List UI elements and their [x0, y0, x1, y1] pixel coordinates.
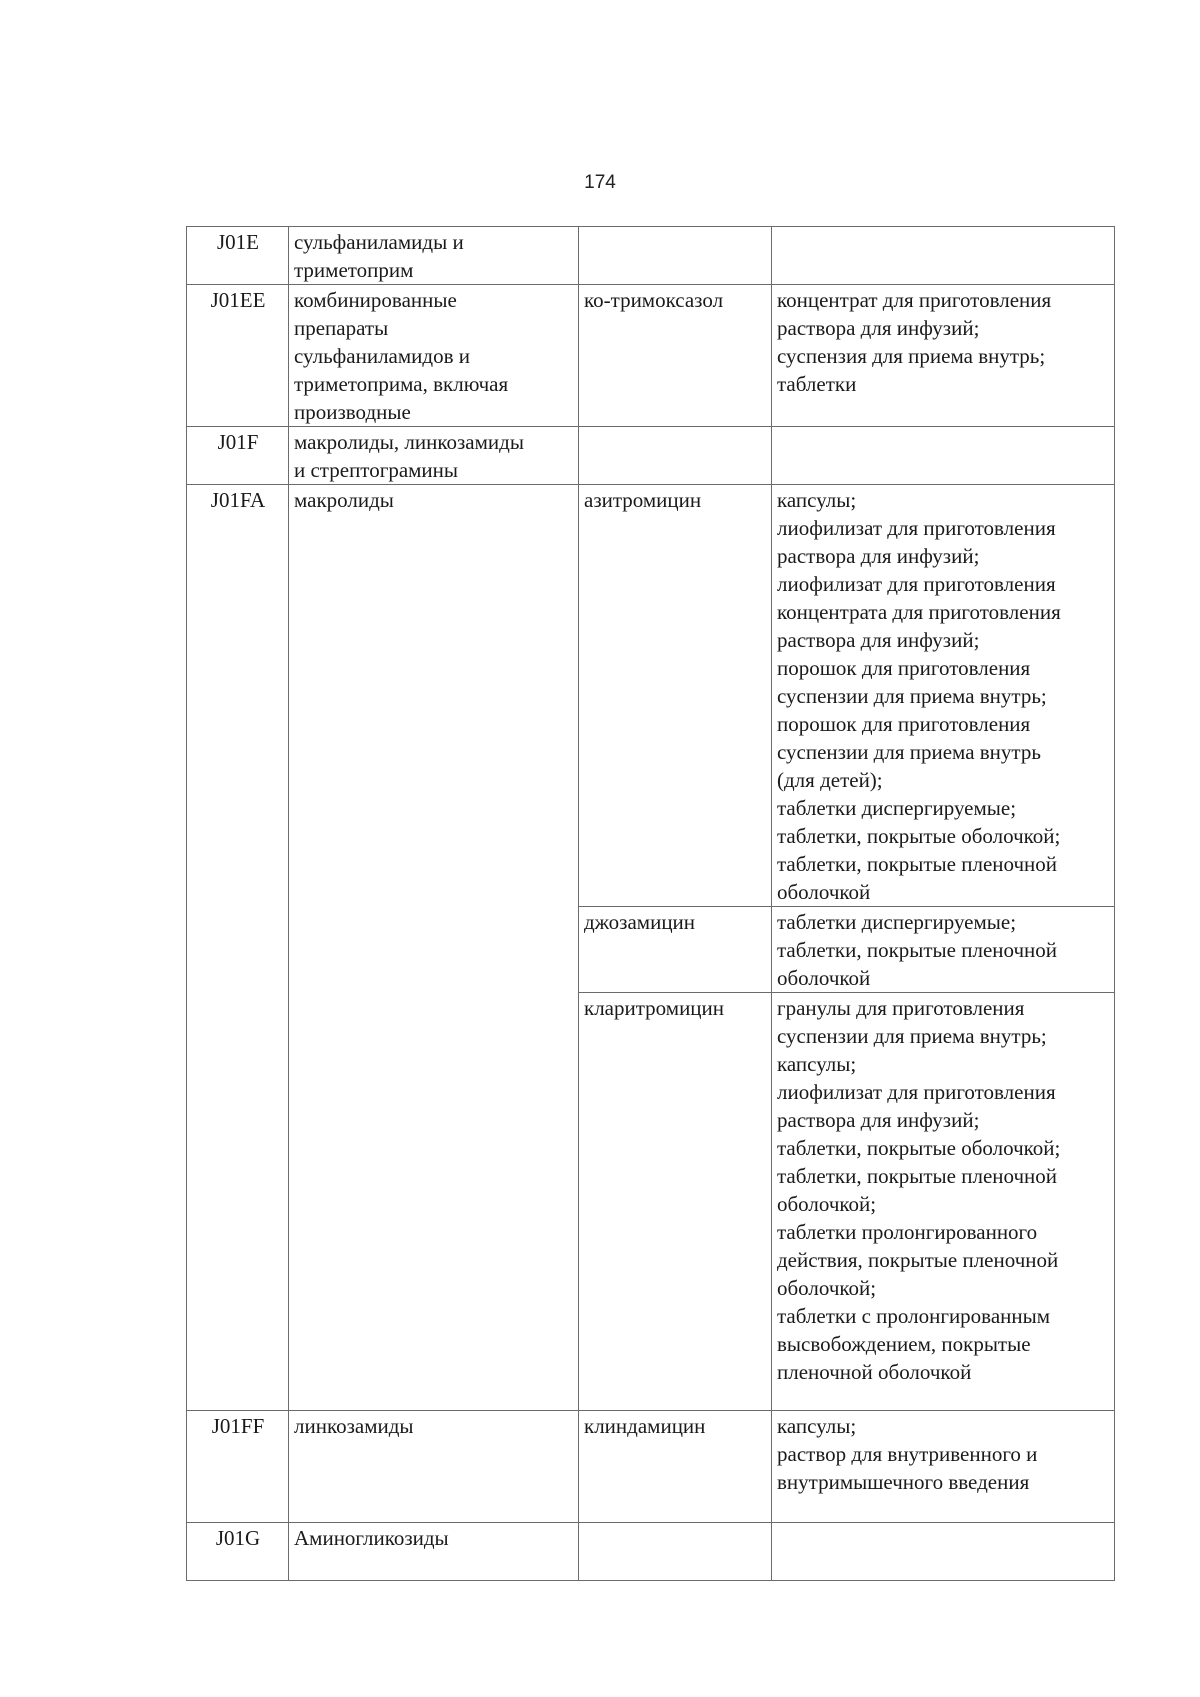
- group-name-cell: [289, 1411, 579, 1523]
- dosage-form-line: раствора для инфузий;: [777, 544, 980, 568]
- drug-classification-table: [186, 226, 1115, 1581]
- group-name-cell: [289, 485, 579, 1411]
- atc-code-cell: J01F: [187, 427, 289, 485]
- dosage-form-line: оболочкой;: [777, 1192, 877, 1216]
- dosage-form-line: таблетки диспергируемые;: [777, 796, 1017, 820]
- group-name-cell: [289, 227, 579, 285]
- dosage-form-line: суспензии для приема внутрь;: [777, 684, 1047, 708]
- dosage-form-line: капсулы;: [777, 1414, 857, 1438]
- page-number: 174: [584, 172, 616, 193]
- dosage-form-line: действия, покрытые пленочной: [777, 1248, 1059, 1272]
- dosage-form-line: порошок для приготовления: [777, 712, 1031, 736]
- table-row: [187, 485, 1115, 907]
- dosage-form-line: высвобождением, покрытые: [777, 1332, 1031, 1356]
- dosage-form-line: оболочкой;: [777, 1276, 877, 1300]
- dosage-form-line: таблетки пролонгированного: [777, 1220, 1038, 1244]
- group-name-line: триметоприм: [294, 258, 414, 282]
- dosage-forms-cell: [772, 1523, 1115, 1581]
- table-row: [187, 227, 1115, 285]
- drug-name-cell: клиндамицин: [579, 1411, 772, 1523]
- group-name-line: комбинированные: [294, 288, 457, 312]
- group-name-line: производные: [294, 400, 411, 424]
- dosage-form-line: таблетки, покрытые оболочкой;: [777, 824, 1061, 848]
- dosage-form-line: раствора для инфузий;: [777, 628, 980, 652]
- atc-code-cell: J01EE: [187, 285, 289, 427]
- dosage-forms-cell: [772, 907, 1115, 993]
- dosage-form-line: капсулы;: [777, 1052, 857, 1076]
- group-name-line: линкозамиды: [294, 1414, 414, 1438]
- dosage-form-line: (для детей);: [777, 768, 883, 792]
- dosage-form-line: внутримышечного введения: [777, 1470, 1030, 1494]
- dosage-form-line: таблетки, покрытые пленочной: [777, 938, 1058, 962]
- group-name-cell: [289, 427, 579, 485]
- dosage-form-line: суспензии для приема внутрь;: [777, 1024, 1047, 1048]
- dosage-form-line: гранулы для приготовления: [777, 996, 1025, 1020]
- drug-name-cell: [579, 227, 772, 285]
- dosage-form-line: капсулы;: [777, 488, 857, 512]
- dosage-forms-cell: [772, 485, 1115, 907]
- group-name-line: триметоприма, включая: [294, 372, 509, 396]
- dosage-form-line: таблетки диспергируемые;: [777, 910, 1017, 934]
- dosage-form-line: оболочкой: [777, 880, 871, 904]
- dosage-forms-cell: [772, 993, 1115, 1411]
- dosage-form-line: таблетки, покрытые оболочкой;: [777, 1136, 1061, 1160]
- drug-name-cell: азитромицин: [579, 485, 772, 907]
- group-name-line: макролиды, линкозамиды: [294, 430, 524, 454]
- table-row: [187, 1411, 1115, 1523]
- dosage-form-line: раствор для внутривенного и: [777, 1442, 1038, 1466]
- dosage-form-line: лиофилизат для приготовления: [777, 572, 1056, 596]
- group-name-line: сульфаниламиды и: [294, 230, 464, 254]
- atc-code-cell: J01E: [187, 227, 289, 285]
- dosage-form-line: порошок для приготовления: [777, 656, 1031, 680]
- dosage-form-line: пленочной оболочкой: [777, 1360, 972, 1384]
- dosage-form-line: лиофилизат для приготовления: [777, 516, 1056, 540]
- dosage-form-line: суспензии для приема внутрь: [777, 740, 1041, 764]
- dosage-form-line: концентрат для приготовления: [777, 288, 1052, 312]
- table-row: [187, 285, 1115, 427]
- dosage-form-line: лиофилизат для приготовления: [777, 1080, 1056, 1104]
- dosage-form-line: раствора для инфузий;: [777, 316, 980, 340]
- dosage-form-line: таблетки с пролонгированным: [777, 1304, 1051, 1328]
- group-name-cell: [289, 1523, 579, 1581]
- group-name-line: и стрептограмины: [294, 458, 459, 482]
- dosage-form-line: таблетки, покрытые пленочной: [777, 1164, 1058, 1188]
- dosage-form-line: таблетки, покрытые пленочной: [777, 852, 1058, 876]
- group-name-line: макролиды: [294, 488, 394, 512]
- table-row: [187, 1523, 1115, 1581]
- dosage-form-line: раствора для инфузий;: [777, 1108, 980, 1132]
- group-name-cell: [289, 285, 579, 427]
- group-name-line: сульфаниламидов и: [294, 344, 470, 368]
- drug-name-cell: [579, 427, 772, 485]
- dosage-form-line: концентрата для приготовления: [777, 600, 1061, 624]
- dosage-form-line: суспензия для приема внутрь;: [777, 344, 1046, 368]
- dosage-forms-cell: [772, 1411, 1115, 1523]
- atc-code-cell: J01G: [187, 1523, 289, 1581]
- group-name-line: препараты: [294, 316, 389, 340]
- atc-code-cell: J01FF: [187, 1411, 289, 1523]
- dosage-forms-cell: [772, 285, 1115, 427]
- drug-name-cell: джозамицин: [579, 907, 772, 993]
- group-name-line: Аминогликозиды: [294, 1526, 449, 1550]
- dosage-form-line: оболочкой: [777, 966, 871, 990]
- dosage-forms-cell: [772, 427, 1115, 485]
- drug-name-cell: [579, 1523, 772, 1581]
- drug-name-cell: кларитромицин: [579, 993, 772, 1411]
- drug-name-cell: ко-тримоксазол: [579, 285, 772, 427]
- dosage-forms-cell: [772, 227, 1115, 285]
- table-row: [187, 427, 1115, 485]
- atc-code-cell: J01FA: [187, 485, 289, 1411]
- dosage-form-line: таблетки: [777, 372, 857, 396]
